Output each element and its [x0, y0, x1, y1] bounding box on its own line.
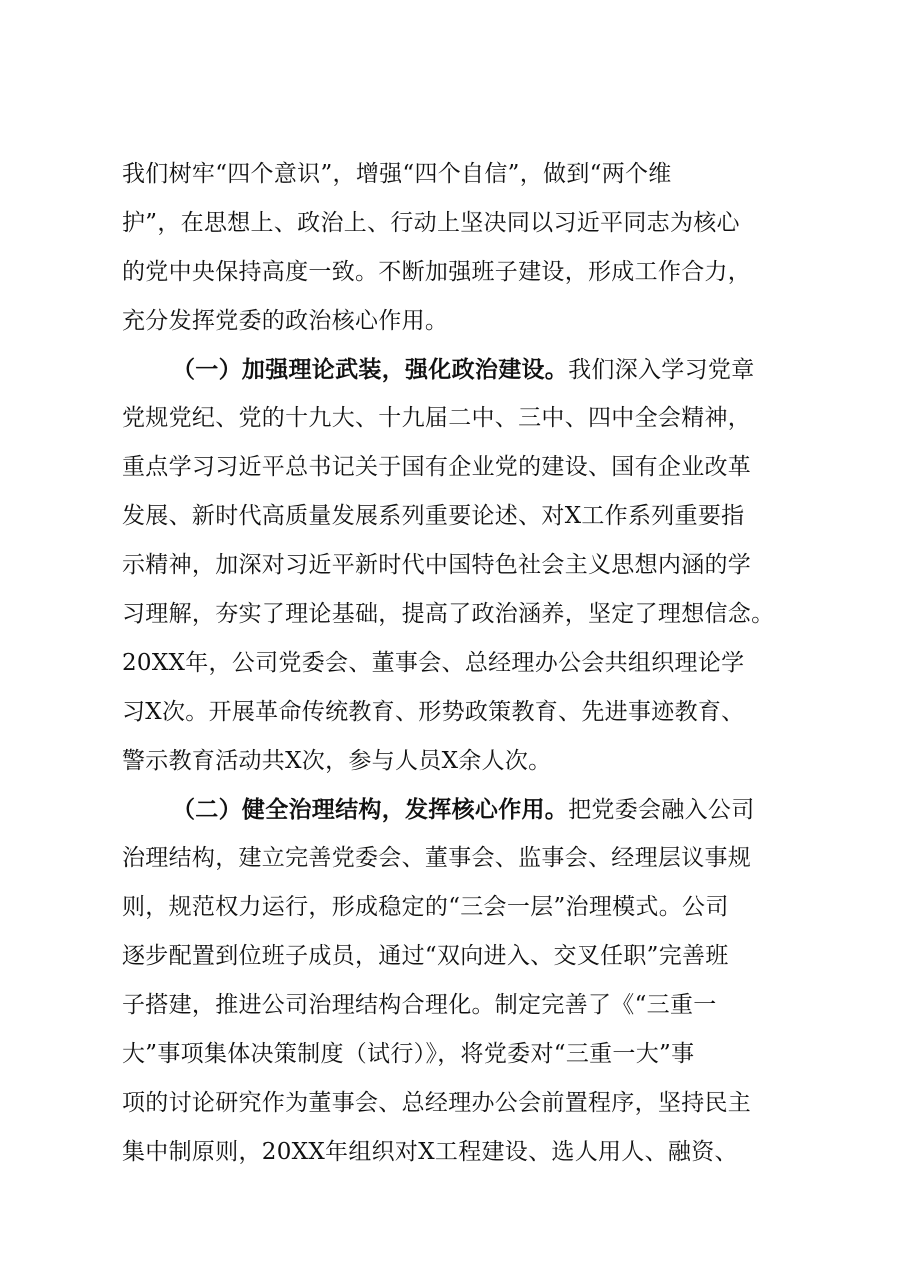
paragraph-line: 的党中央保持高度一致。不断加强班子建设，形成工作合力，: [122, 258, 752, 285]
paragraph-line: 逐步配置到位班子成员，通过“双向进入、交叉任职”完善班: [122, 943, 729, 970]
paragraph-line: 则，规范权力运行，形成稳定的“三会一层”治理模式。公司: [122, 894, 729, 921]
paragraph-line: 充分发挥党委的政治核心作用。: [122, 307, 449, 334]
paragraph-line: 习X次。开展革命传统教育、形势政策教育、先进事迹教育、: [122, 698, 745, 725]
section-2-first-line: [122, 786, 794, 835]
paragraph-line: 治理结构，建立完善党委会、董事会、监事会、经理层议事规: [122, 845, 752, 872]
paragraph-line: 20XX年，公司党委会、董事会、总经理办公会共组织理论学: [122, 649, 745, 676]
paragraph-line: 项的讨论研究作为董事会、总经理办公会前置程序，坚持民主: [122, 1089, 752, 1116]
paragraph-line: 我们树牢“四个意识”，增强“四个自信”，做到“两个维: [122, 161, 672, 187]
paragraph-line: 习理解，夯实了理论基础，提高了政治涵养，坚定了理想信念。: [122, 601, 775, 628]
paragraph-line: 发展、新时代高质量发展系列重要论述、对X工作系列重要指: [122, 503, 745, 530]
section-1-heading: （一）加强理论武装，强化政治建设。: [172, 355, 569, 383]
paragraph-line: 警示教育活动共X次，参与人员X余人次。: [122, 747, 552, 774]
section-2-first-line-text: 把党委会融入公司: [568, 796, 755, 823]
paragraph-line: 子搭建，推进公司治理结构合理化。制定完善了《“三重一: [122, 992, 717, 1019]
paragraph-line: 护”，在思想上、政治上、行动上坚决同以习近平同志为核心: [122, 209, 740, 236]
paragraph-line: 重点学习习近平总书记关于国有企业党的建设、国有企业改革: [122, 454, 752, 481]
paragraph-line: 党规党纪、党的十九大、十九届二中、三中、四中全会精神，: [122, 405, 752, 432]
section-2-heading: （二）健全治理结构，发挥核心作用。: [172, 795, 569, 823]
paragraph-line: 集中制原则，20XX年组织对X工程建设、选人用人、融资、: [122, 1138, 738, 1165]
paragraph-line: 示精神，加深对习近平新时代中国特色社会主义思想内涵的学: [122, 552, 752, 579]
section-1-first-line-text: 我们深入学习党章: [568, 356, 755, 383]
document-body: [122, 150, 794, 1177]
section-1-first-line: [122, 346, 794, 395]
paragraph-line: 大”事项集体决策制度（试行）》，将党委对“三重一大”事: [122, 1041, 695, 1068]
